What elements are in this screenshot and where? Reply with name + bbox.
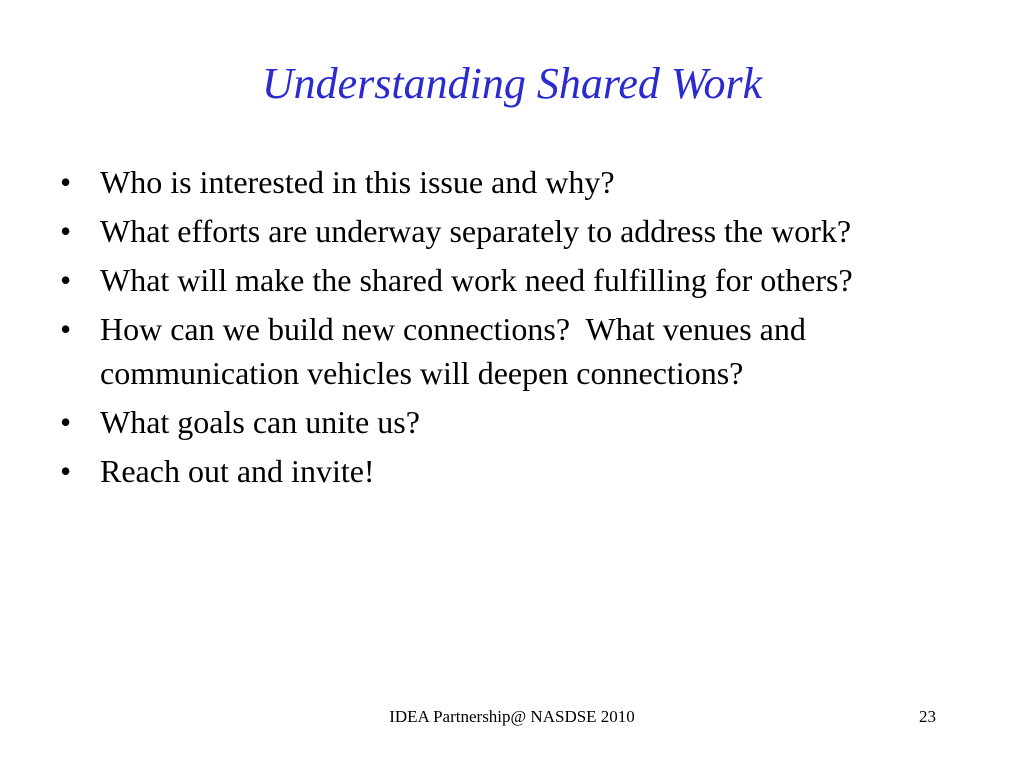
bullet-list	[60, 160, 990, 498]
bullet-text: What efforts are underway separately to address the work?	[100, 213, 852, 249]
bullet-item-1	[60, 160, 990, 204]
slide-title: Understanding Shared Work	[261, 59, 763, 108]
bullet-icon: •	[60, 404, 72, 440]
bullet-item-2	[60, 209, 990, 253]
bullet-text: What will make the shared work need fulfilling for others?	[100, 262, 853, 298]
page-number: 23	[919, 707, 936, 726]
bullet-icon: •	[60, 311, 72, 347]
bullet-icon: •	[60, 453, 72, 489]
bullet-item-3	[60, 258, 990, 302]
footer-text: IDEA Partnership@ NASDSE 2010	[389, 707, 635, 726]
bullet-text: Who is interested in this issue and why?	[100, 164, 615, 200]
bullet-icon: •	[60, 262, 72, 298]
bullet-text: What goals can unite us?	[100, 404, 420, 440]
bullet-icon: •	[60, 164, 72, 200]
bullet-text: Reach out and invite!	[100, 453, 375, 489]
bullet-item-5	[60, 400, 990, 444]
bullet-icon: •	[60, 213, 72, 249]
bullet-item-4	[60, 307, 990, 395]
bullet-item-6	[60, 449, 990, 493]
bullet-text: How can we build new connections? What venues and communication vehicles will deepen connections?	[100, 311, 814, 391]
